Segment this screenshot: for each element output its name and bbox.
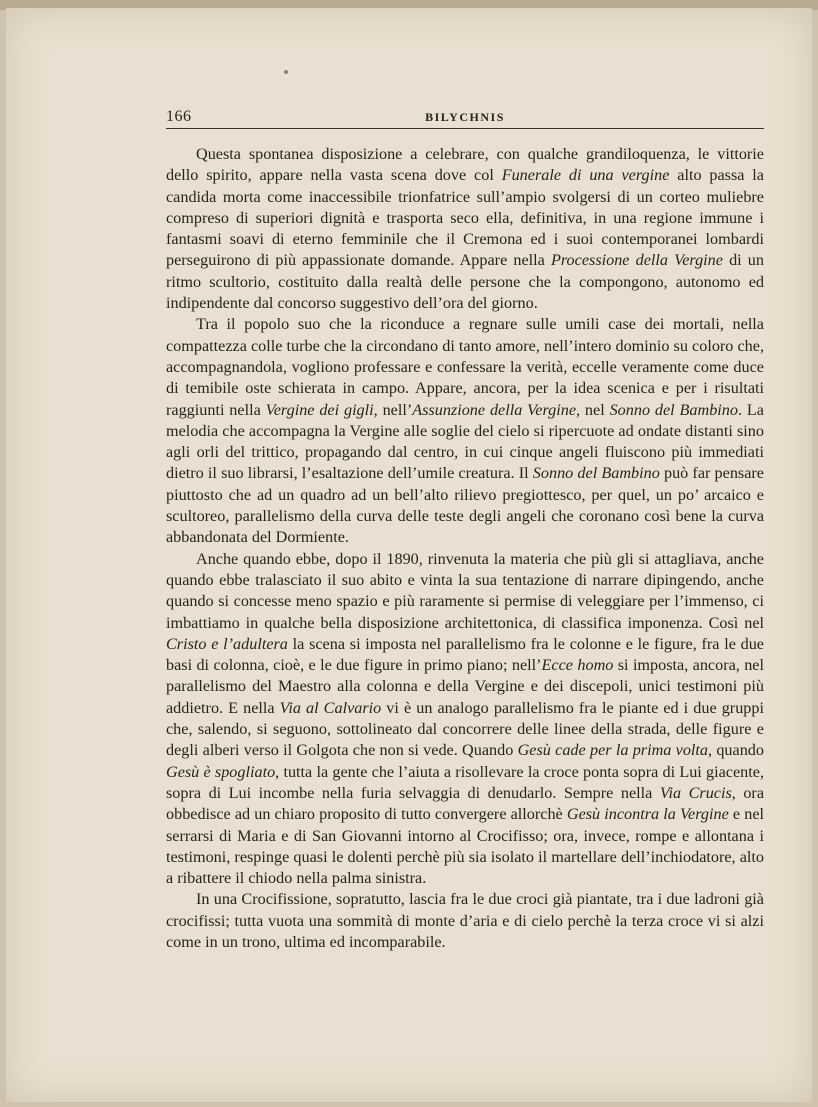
text-run: Tra il popolo suo che la riconduce a regnare sulle umili case dei mortali, nella compattezza colle turbe che la circondano di tanto amore, nell’intero dominio su coloro che, accompagnandola, vogliono professare e confessare la verità, eccelle veramente come duce di temibile oste schierata in campo. Appare, ancora, per la idea scenica e per i risultati raggiunti nella: [166, 315, 764, 419]
paragraph: [166, 549, 764, 890]
text-run: , ora obbedisce ad un chiaro proposito di tutto convergere allorchè: [166, 783, 764, 824]
page-number: 166: [166, 108, 192, 125]
italic-title: Vergine dei gigli: [265, 400, 374, 419]
text-run: Questa spontanea disposizione a celebrare, con qualche grandiloquenza, le vittorie dello spirito, appare nella vasta scena dove col: [166, 145, 764, 185]
text-run: si imposta, ancora, nel parallelismo del Maestro alla colonna e della Vergine e dei discepoli, unici testimoni più addietro. E nella: [166, 656, 764, 717]
text-run: , tutta la gente che l’aiuta a risollevare la croce ponta sopra di Lui giacente, sopra di Lui incombe nella furia selvaggia di denudarlo. Sempre nella: [166, 762, 764, 802]
italic-title: Gesù cade per la prima volta: [517, 741, 709, 760]
text-run: vi è un analogo parallelismo fra le piante ed i due gruppi che, salendo, si seguono, sottolineato dal concorrere delle linee della strada, delle figure e degli alberi verso il Golgota che non si vede. Quando: [166, 698, 764, 760]
italic-title: Via Crucis: [659, 783, 732, 802]
text-run: . La melodia che accompagna la Vergine alle soglie del cielo si ripercuote ad ondate distanti sino agli orli del trittico, propagando dal centro, in cui cinque angeli fluiscono più immediati dietro il suo librarsi, l’esaltazione dell’umile creatura. Il: [166, 400, 764, 483]
page-header: [166, 108, 764, 128]
text-run: di un ritmo scultorio, costituito dalla realtà delle persone che la compongono, autonomo ed indipendente dal concorso suggestivo dell’ora del giorno.: [166, 251, 764, 313]
text-run: In una Crocifissione, sopratutto, lascia fra le due croci già piantate, tra i due ladroni già crocifissi; tutta vuota una sommità di monte d’aria e di cielo perchè la terza croce vi si alzi come in un trono, ultima ed incomparabile.: [166, 890, 764, 951]
italic-title: Cristo e l’adultera: [166, 634, 288, 653]
text-run: la scena si imposta nel parallelismo fra le colonne e le figure, fra le due basi di colonna, cioè, e le due figure in primo piano; nell’: [166, 634, 764, 675]
italic-title: Gesù è spogliato: [166, 762, 276, 781]
body-text: [166, 144, 764, 953]
paragraph: [166, 314, 764, 548]
italic-title: Ecce homo: [541, 656, 614, 675]
italic-title: Gesù incontra la Vergine: [566, 805, 729, 824]
text-run: Anche quando ebbe, dopo il 1890, rinvenuta la materia che più gli si attagliava, anche quando ebbe tralasciato il suo abito e vinta la sua tentazione di narrare dipingendo, anche quando si concesse meno spazio e più raramente si permise di veleggiare per l’immenso, ci imbattiamo in qualche bella disposizione architettonica, di classifica imponenza. Così nel: [166, 549, 764, 632]
paper-speck: [284, 70, 288, 74]
italic-title: Funerale di una vergine: [501, 166, 670, 185]
text-run: alto passa la candida morta come inaccessibile trionfatrice sull’ampio svolgersi di un corteo muliebre compreso di superiori dignità e trasporta seco ella, definitiva, in una regione immune i fantasmi soavi di eterno femminile che il Cremona ed i suoi contemporanei lombardi perseguirono di più appassionate domande. Appare nella: [166, 166, 764, 270]
italic-title: Via al Calvario: [279, 698, 382, 717]
running-head: BILYCHNIS: [425, 110, 505, 124]
text-run: , nel: [576, 400, 610, 419]
italic-title: Sonno del Bambino: [532, 464, 660, 483]
text-run: e nel serrarsi di Maria e di San Giovanni intorno al Crocifisso; ora, invece, rompe e allontana i testimoni, respinge quasi le dolenti perchè più sia isolato il martellare dell’inchiodatore, alto a ribattere il chiodo nella palma sinistra.: [166, 805, 764, 888]
text-run: può far pensare piuttosto che ad un quadro ad un bell’alto rilievo pregiottesco, per quel, un po’ arcaico e scultoreo, parallelismo della curva delle teste degli angeli che coronano così bene la curva abbandonata del Dormiente.: [166, 464, 764, 547]
italic-title: Assunzione della Vergine: [412, 400, 577, 419]
italic-title: Processione della Vergine: [550, 251, 723, 270]
paragraph: [166, 889, 764, 953]
paragraph: [166, 144, 764, 314]
header-rule: [166, 128, 764, 129]
text-run: , nell’: [373, 400, 413, 419]
text-run: , quando: [708, 741, 764, 760]
italic-title: Sonno del Bambino: [609, 400, 738, 419]
